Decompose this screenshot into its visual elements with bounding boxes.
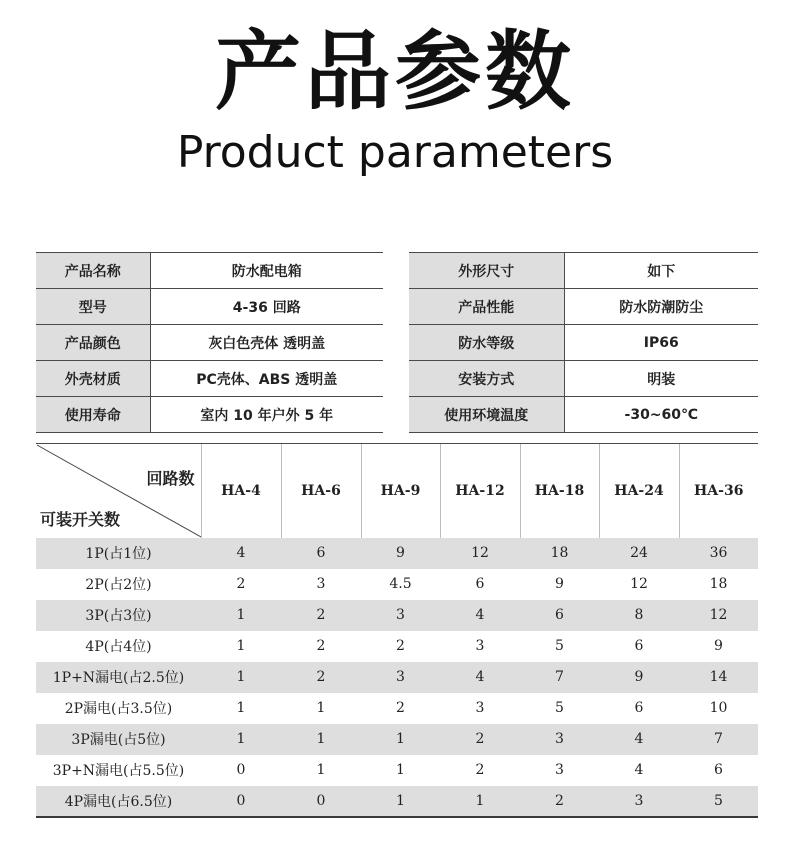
- capacity-cell: 6: [281, 538, 361, 569]
- spec-row: [409, 289, 758, 325]
- switch-type-label: 2P漏电(占3.5位): [36, 693, 201, 724]
- capacity-cell: 36: [679, 538, 758, 569]
- capacity-cell: 2: [281, 662, 361, 693]
- model-header: HA-18: [520, 444, 599, 538]
- spec-row: [36, 253, 383, 289]
- model-header: HA-4: [201, 444, 281, 538]
- capacity-cell: 6: [440, 569, 520, 600]
- capacity-cell: 0: [201, 755, 281, 786]
- capacity-cell: 2: [281, 631, 361, 662]
- spec-value: 防水配电箱: [150, 253, 383, 289]
- capacity-cell: 1: [361, 786, 440, 817]
- capacity-cell: 2: [520, 786, 599, 817]
- capacity-cell: 18: [520, 538, 599, 569]
- table-row: [36, 755, 758, 786]
- spec-row: [36, 289, 383, 325]
- capacity-cell: 9: [599, 662, 679, 693]
- model-header-row: [36, 444, 758, 538]
- switch-type-label: 3P+N漏电(占5.5位): [36, 755, 201, 786]
- capacity-cell: 7: [679, 724, 758, 755]
- table-row: [36, 600, 758, 631]
- table-row: [36, 569, 758, 600]
- capacity-cell: 2: [440, 755, 520, 786]
- spec-label: 安装方式: [409, 361, 564, 397]
- model-capacity-table: [36, 443, 758, 818]
- capacity-cell: 5: [520, 631, 599, 662]
- capacity-cell: 1: [281, 693, 361, 724]
- page-title: 产品参数: [215, 22, 575, 122]
- capacity-cell: 1: [201, 631, 281, 662]
- capacity-cell: 9: [520, 569, 599, 600]
- capacity-cell: 14: [679, 662, 758, 693]
- capacity-cell: 2: [361, 631, 440, 662]
- table-row: [36, 693, 758, 724]
- capacity-cell: 24: [599, 538, 679, 569]
- page-subtitle: Product parameters: [176, 127, 614, 178]
- capacity-cell: 12: [599, 569, 679, 600]
- capacity-cell: 2: [201, 569, 281, 600]
- spec-value: 灰白色壳体 透明盖: [150, 325, 383, 361]
- model-header: HA-24: [599, 444, 679, 538]
- switch-type-label: 3P漏电(占5位): [36, 724, 201, 755]
- capacity-cell: 2: [440, 724, 520, 755]
- capacity-cell: 10: [679, 693, 758, 724]
- capacity-cell: 1: [201, 724, 281, 755]
- model-header: HA-6: [281, 444, 361, 538]
- table-row: [36, 724, 758, 755]
- capacity-cell: 1: [281, 724, 361, 755]
- capacity-cell: 6: [520, 600, 599, 631]
- capacity-cell: 1: [361, 755, 440, 786]
- spec-label: 外形尺寸: [409, 253, 564, 289]
- capacity-cell: 0: [281, 786, 361, 817]
- spec-label: 型号: [36, 289, 150, 325]
- model-table-body: [36, 538, 758, 817]
- capacity-cell: 3: [520, 755, 599, 786]
- capacity-cell: 6: [679, 755, 758, 786]
- spec-value: 室内 10 年户外 5 年: [150, 397, 383, 433]
- capacity-cell: 1: [440, 786, 520, 817]
- capacity-cell: 3: [440, 693, 520, 724]
- corner-header-cell: [36, 444, 201, 538]
- capacity-cell: 3: [440, 631, 520, 662]
- switch-type-label: 4P漏电(占6.5位): [36, 786, 201, 817]
- switch-type-label: 2P(占2位): [36, 569, 201, 600]
- spec-label: 产品性能: [409, 289, 564, 325]
- capacity-cell: 12: [679, 600, 758, 631]
- spec-row: [409, 361, 758, 397]
- capacity-cell: 1: [281, 755, 361, 786]
- spec-value: 明装: [564, 361, 758, 397]
- spec-row: [36, 361, 383, 397]
- spec-row: [409, 325, 758, 361]
- capacity-cell: 3: [361, 662, 440, 693]
- spec-label: 外壳材质: [36, 361, 150, 397]
- capacity-cell: 4.5: [361, 569, 440, 600]
- capacity-cell: 4: [599, 755, 679, 786]
- spec-row: [36, 397, 383, 433]
- capacity-cell: 4: [599, 724, 679, 755]
- capacity-cell: 4: [201, 538, 281, 569]
- spec-value: PC壳体、ABS 透明盖: [150, 361, 383, 397]
- spec-label: 防水等级: [409, 325, 564, 361]
- spec-row: [36, 325, 383, 361]
- capacity-cell: 1: [201, 662, 281, 693]
- capacity-cell: 3: [281, 569, 361, 600]
- capacity-cell: 9: [361, 538, 440, 569]
- table-row: [36, 631, 758, 662]
- switch-type-label: 3P(占3位): [36, 600, 201, 631]
- capacity-cell: 3: [361, 600, 440, 631]
- model-header: HA-9: [361, 444, 440, 538]
- corner-label-switches: 可装开关数: [40, 509, 121, 529]
- capacity-cell: 1: [201, 693, 281, 724]
- capacity-cell: 2: [281, 600, 361, 631]
- capacity-cell: 1: [361, 724, 440, 755]
- table-row: [36, 662, 758, 693]
- capacity-cell: 5: [679, 786, 758, 817]
- capacity-cell: 3: [599, 786, 679, 817]
- corner-label-circuits: 回路数: [146, 469, 195, 488]
- capacity-cell: 6: [599, 631, 679, 662]
- capacity-cell: 8: [599, 600, 679, 631]
- spec-row: [409, 397, 758, 433]
- capacity-cell: 6: [599, 693, 679, 724]
- capacity-cell: 7: [520, 662, 599, 693]
- switch-type-label: 1P(占1位): [36, 538, 201, 569]
- spec-table-right: [409, 252, 758, 433]
- capacity-cell: 4: [440, 662, 520, 693]
- capacity-cell: 4: [440, 600, 520, 631]
- model-header: HA-36: [679, 444, 758, 538]
- capacity-cell: 5: [520, 693, 599, 724]
- spec-value: -30~60℃: [564, 397, 758, 433]
- capacity-cell: 1: [201, 600, 281, 631]
- capacity-cell: 3: [520, 724, 599, 755]
- table-row: [36, 786, 758, 817]
- switch-type-label: 1P+N漏电(占2.5位): [36, 662, 201, 693]
- spec-row: [409, 253, 758, 289]
- switch-type-label: 4P(占4位): [36, 631, 201, 662]
- capacity-cell: 12: [440, 538, 520, 569]
- model-header: HA-12: [440, 444, 520, 538]
- capacity-cell: 9: [679, 631, 758, 662]
- capacity-cell: 18: [679, 569, 758, 600]
- table-row: [36, 538, 758, 569]
- spec-value: 如下: [564, 253, 758, 289]
- capacity-cell: 0: [201, 786, 281, 817]
- spec-value: 4-36 回路: [150, 289, 383, 325]
- spec-label: 产品名称: [36, 253, 150, 289]
- spec-table-left: [36, 252, 383, 433]
- spec-label: 使用环境温度: [409, 397, 564, 433]
- spec-value: 防水防潮防尘: [564, 289, 758, 325]
- capacity-cell: 2: [361, 693, 440, 724]
- spec-label: 使用寿命: [36, 397, 150, 433]
- spec-label: 产品颜色: [36, 325, 150, 361]
- spec-value: IP66: [564, 325, 758, 361]
